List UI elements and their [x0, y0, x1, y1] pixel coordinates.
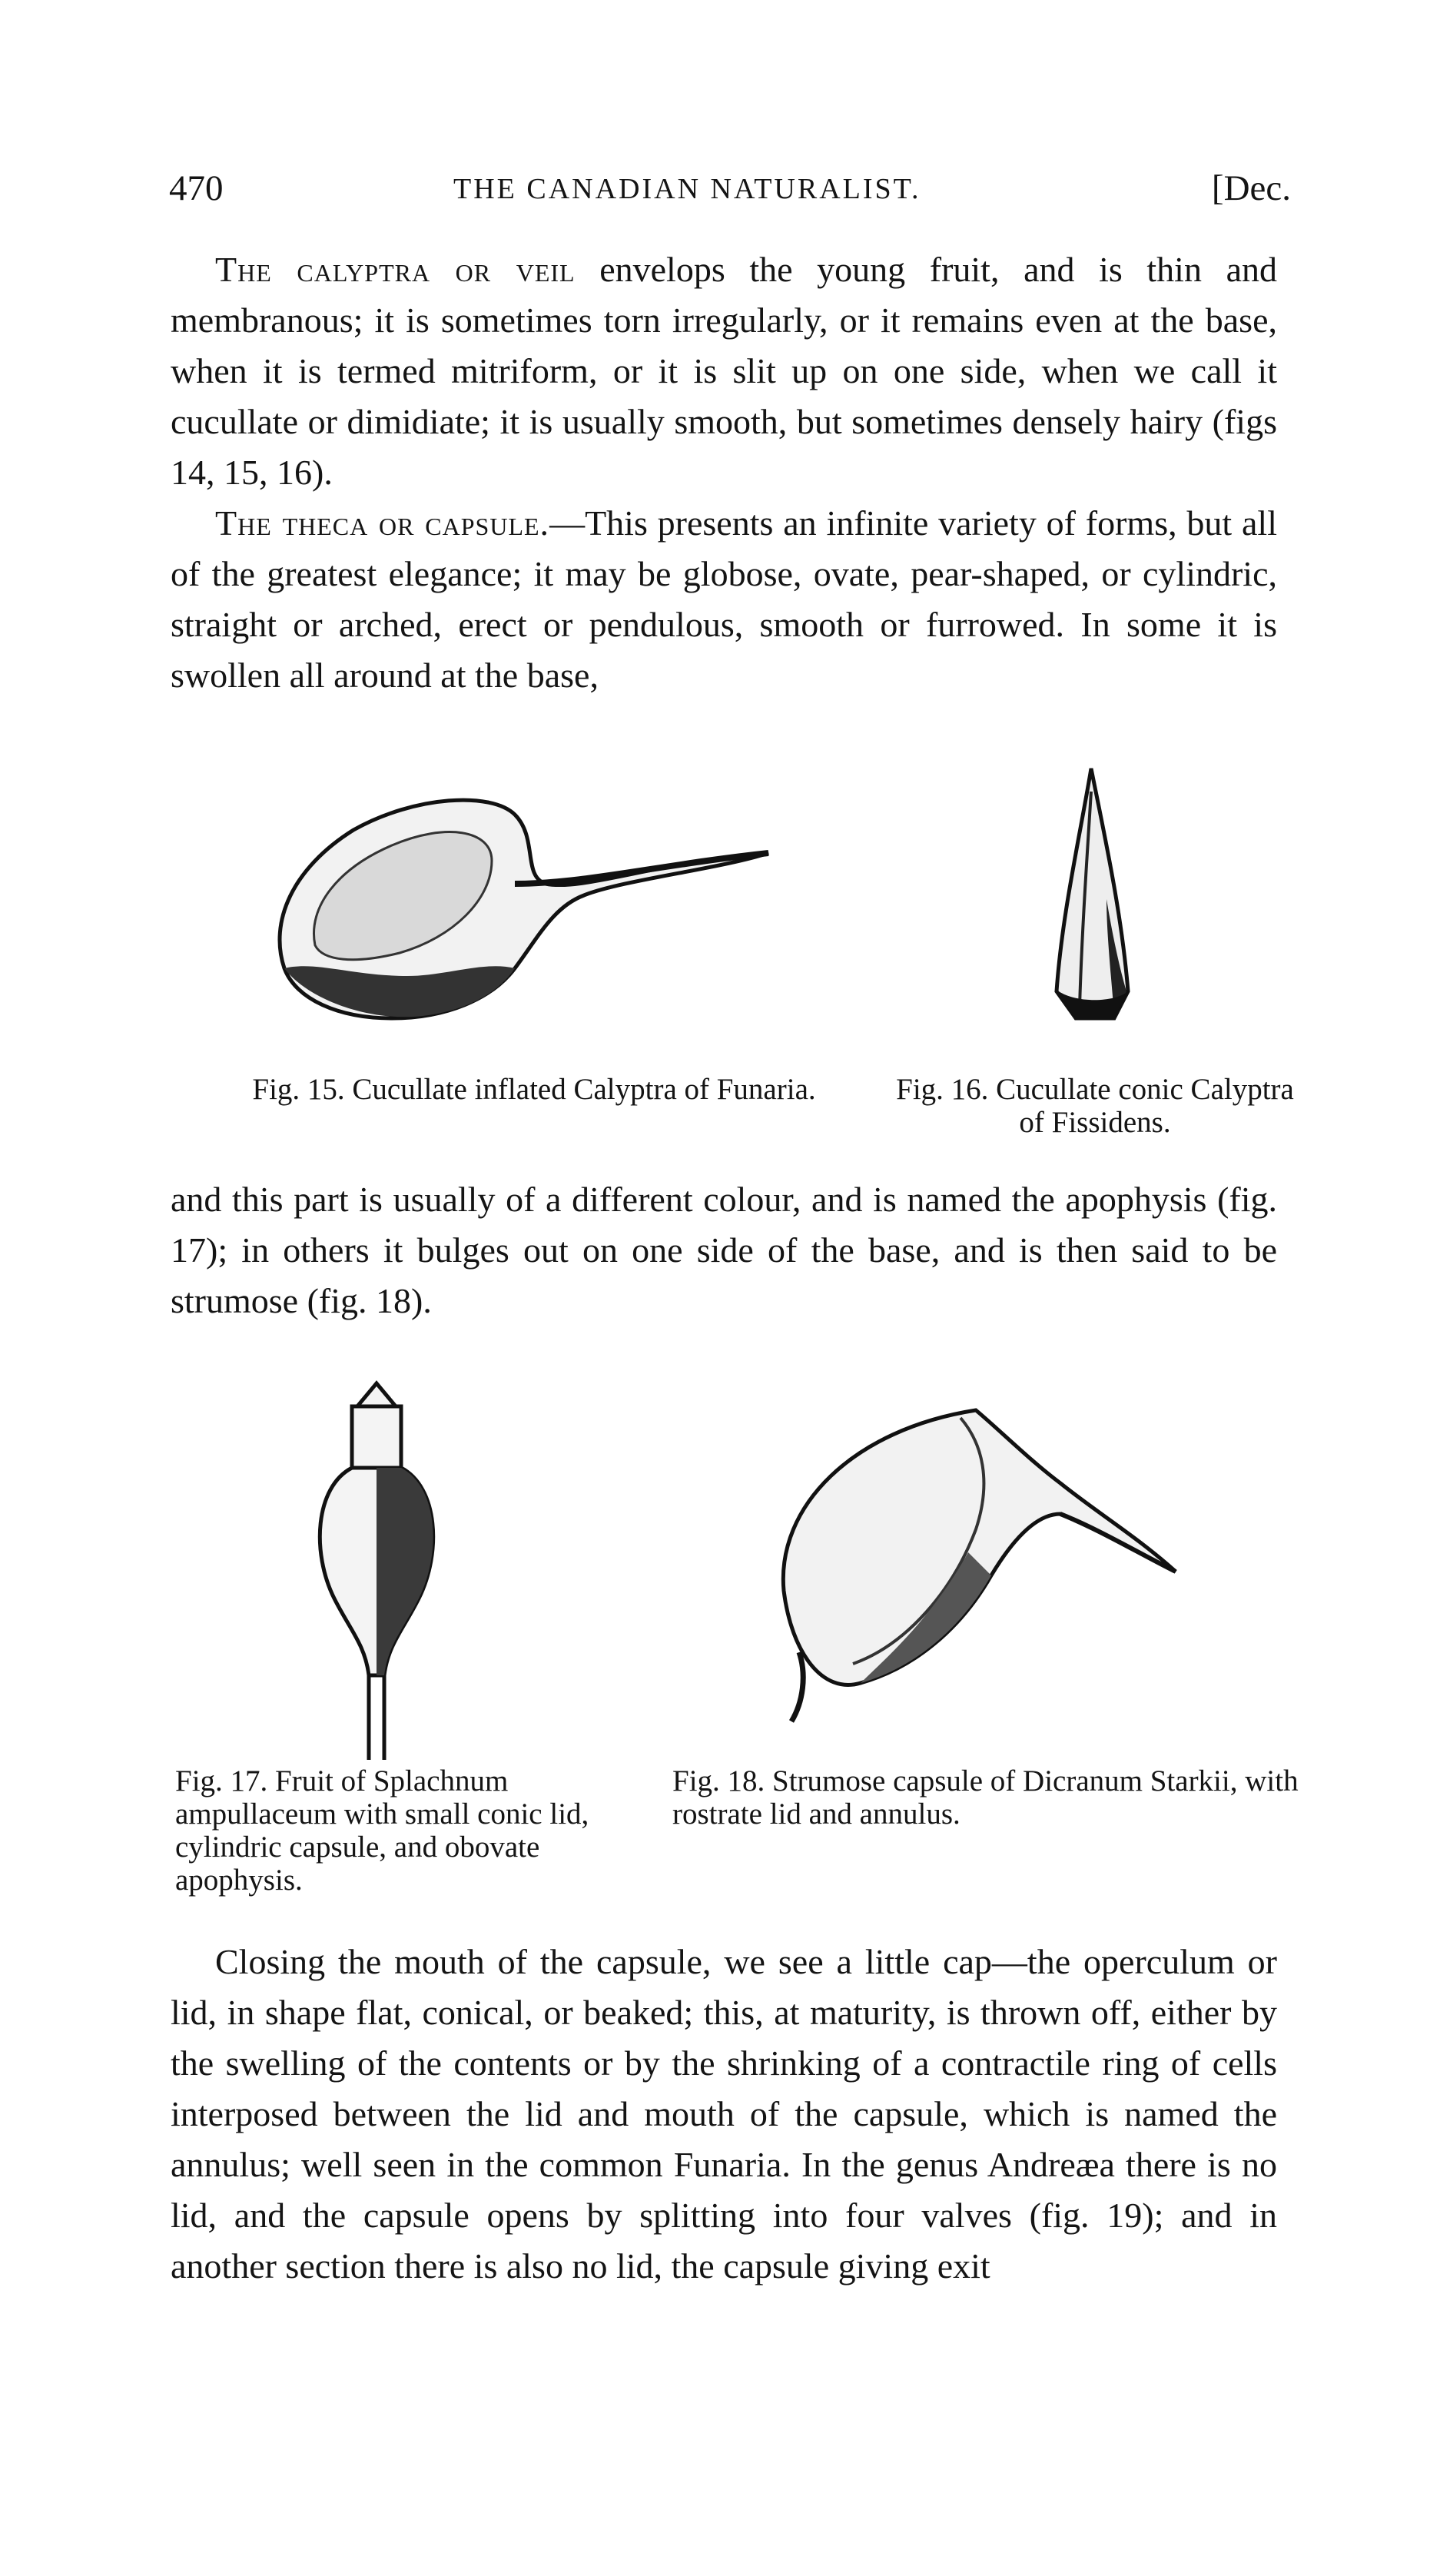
section-lead-theca: The theca or capsule.: [215, 503, 550, 543]
paragraph-calyptra-text: envelops the young fruit, and is thin and membranous; it is sometimes torn irregularly, or it remains even at the base, when it is termed mitriform, or it is slit up on one side, when we call it cucullate or dimidiate; it is usually smooth, but sometimes densely hairy (figs 14, 15, 16).: [171, 250, 1277, 492]
figure-16-caption: Fig. 16. Cucullate conic Calyptra of Fissidens.: [896, 1073, 1294, 1139]
figure-18-caption: Fig. 18. Strumose capsule of Dicranum Starkii, with rostrate lid and annulus.: [672, 1764, 1299, 1831]
paragraph-theca: [171, 498, 1277, 701]
figure-18-dicranum: [738, 1399, 1183, 1737]
journal-title: THE CANADIAN NATURALIST.: [453, 173, 921, 205]
paragraph-calyptra: [171, 244, 1277, 498]
figure-15-calyptra-funaria: [261, 768, 799, 1045]
paragraph-theca-text: —This presents an infinite variety of forms, but all of the greatest elegance; it may be globose, ovate, pear-shaped, or cylindric, straight or arched, erect or pendulous, smooth or furrowed. In some it is swollen all around at the base,: [171, 503, 1277, 695]
page-number: 470: [169, 168, 224, 208]
issue-month: [Dec.: [1211, 168, 1291, 208]
running-head: [169, 168, 1291, 214]
figure-15-caption: Fig. 15. Cucullate inflated Calyptra of Funaria.: [252, 1073, 816, 1106]
paragraph-apophysis: and this part is usually of a different colour, and is named the apophysis (fig. 17); in others it bulges out on one side of the base, and is then said to be strumose (fig. 18).: [171, 1180, 1277, 1320]
figure-17-caption: Fig. 17. Fruit of Splachnum ampullaceum with small conic lid, cylindric capsule, and obovate apophysis.: [175, 1764, 589, 1897]
figure-16-calyptra-fissidens: [1045, 761, 1137, 1030]
paragraph-operculum: Closing the mouth of the capsule, we see a little cap—the operculum or lid, in shape flat, conical, or beaked; this, at maturity, is thrown off, either by the swelling of the contents or by the shrinking of a contractile ring of cells interposed between the lid and mouth of the capsule, which is named the annulus; well seen in the common Funaria. In the genus Andreæa there is no lid, and the capsule opens by splitting into four valves (fig. 19); and in another section there is also no lid, the capsule giving exit: [171, 1942, 1277, 2286]
figure-17-splachnum: [300, 1353, 453, 1768]
section-lead-calyptra: The calyptra or veil: [215, 250, 576, 289]
